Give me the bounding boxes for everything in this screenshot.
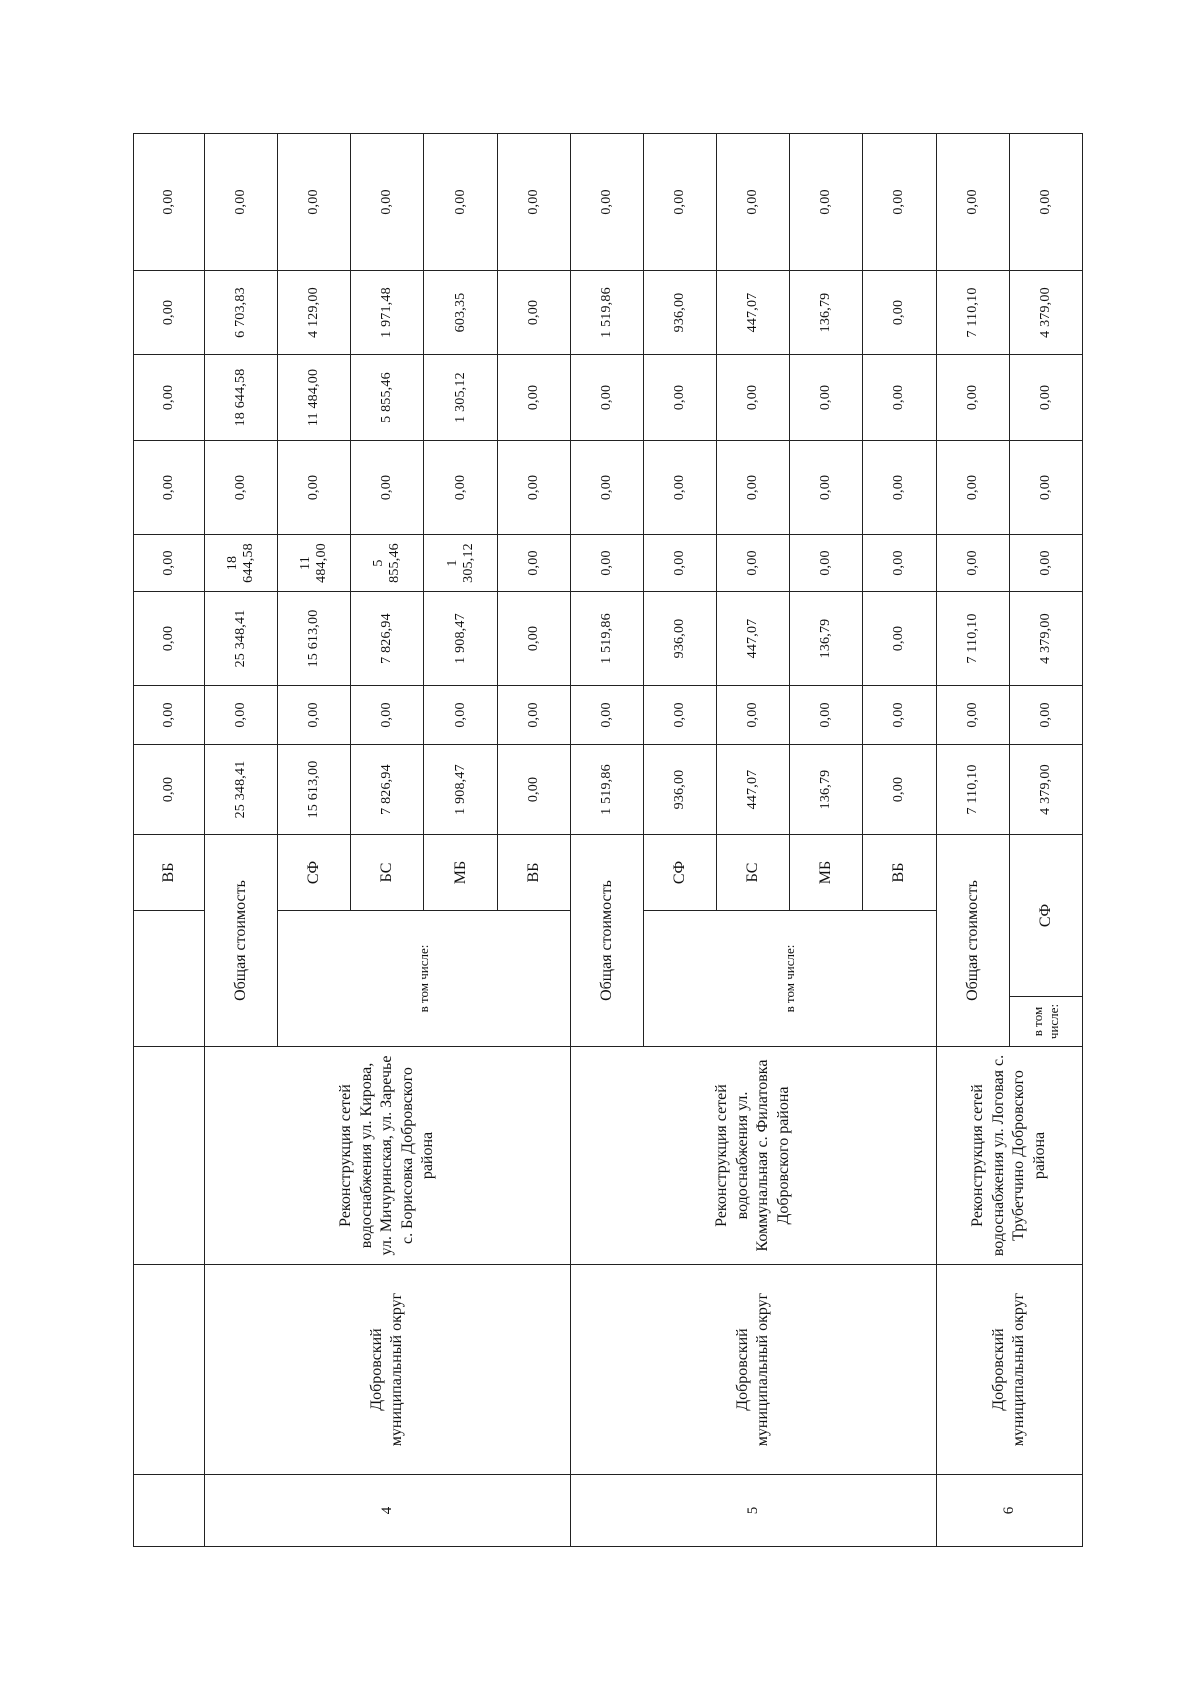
value-cell: 0,00 bbox=[936, 134, 1009, 271]
fund-cell: ВБ bbox=[497, 835, 570, 911]
value-cell: 5 855,46 bbox=[351, 355, 424, 441]
value-cell: 0,00 bbox=[278, 441, 351, 535]
value-cell: 7 110,10 bbox=[936, 271, 1009, 355]
project-name: Реконструкция сетей водоснабжения ул. Коммунальная с. Филатовка Добровского района bbox=[570, 1047, 936, 1265]
value-cell: 0,00 bbox=[1009, 686, 1082, 745]
value-cell: 4 379,00 bbox=[1009, 745, 1082, 835]
value-cell: 1 519,86 bbox=[570, 271, 643, 355]
index-cell bbox=[134, 1475, 205, 1547]
fund-cell: ВБ bbox=[863, 835, 936, 911]
value-cell: 1 519,86 bbox=[570, 745, 643, 835]
value-cell: 0,00 bbox=[570, 355, 643, 441]
value-cell: 0,00 bbox=[717, 355, 790, 441]
value-cell: 0,00 bbox=[790, 441, 863, 535]
value-cell: 0,00 bbox=[643, 355, 716, 441]
value-cell: 0,00 bbox=[424, 134, 497, 271]
fund-cell: БС bbox=[351, 835, 424, 911]
row-index: 5 bbox=[570, 1475, 936, 1547]
value-cell: 0,00 bbox=[424, 441, 497, 535]
value-cell: 11 484,00 bbox=[278, 535, 351, 592]
value-cell: 0,00 bbox=[497, 592, 570, 686]
value-cell: 4 379,00 bbox=[1009, 271, 1082, 355]
table-row bbox=[936, 134, 1009, 1547]
value-cell: 0,00 bbox=[497, 271, 570, 355]
value-cell: 0,00 bbox=[497, 441, 570, 535]
value-cell: 0,00 bbox=[570, 686, 643, 745]
value-cell: 25 348,41 bbox=[205, 592, 278, 686]
value-cell: 136,79 bbox=[790, 745, 863, 835]
value-cell: 25 348,41 bbox=[205, 745, 278, 835]
fund-cell: ВБ bbox=[134, 835, 205, 911]
value-cell: 0,00 bbox=[936, 441, 1009, 535]
value-cell: 0,00 bbox=[497, 686, 570, 745]
value-cell: 0,00 bbox=[643, 535, 716, 592]
fund-cell: МБ bbox=[790, 835, 863, 911]
value-cell: 447,07 bbox=[717, 592, 790, 686]
value-cell: 18 644,58 bbox=[205, 355, 278, 441]
project-name: Реконструкция сетей водоснабжения ул. Логовая с. Трубетчино Добровского района bbox=[936, 1047, 1082, 1265]
value-cell: 0,00 bbox=[205, 441, 278, 535]
value-cell: 1 971,48 bbox=[351, 271, 424, 355]
value-cell: 0,00 bbox=[790, 535, 863, 592]
value-cell: 136,79 bbox=[790, 271, 863, 355]
fund-cell: СФ bbox=[643, 835, 716, 911]
value-cell: 1 908,47 bbox=[424, 592, 497, 686]
value-cell: 0,00 bbox=[134, 134, 205, 271]
value-cell: 0,00 bbox=[351, 686, 424, 745]
value-cell: 0,00 bbox=[1009, 535, 1082, 592]
value-cell: 1 519,86 bbox=[570, 592, 643, 686]
value-cell: 0,00 bbox=[134, 686, 205, 745]
value-cell: 7 826,94 bbox=[351, 745, 424, 835]
value-cell: 0,00 bbox=[936, 686, 1009, 745]
value-cell: 0,00 bbox=[863, 134, 936, 271]
district-cell bbox=[134, 1265, 205, 1475]
budget-table bbox=[133, 133, 1083, 1547]
fund-cell: МБ bbox=[424, 835, 497, 911]
value-cell: 15 613,00 bbox=[278, 745, 351, 835]
value-cell: 1 305,12 bbox=[424, 355, 497, 441]
value-cell: 7 110,10 bbox=[936, 745, 1009, 835]
district-name: Добровский муниципальный округ bbox=[936, 1265, 1082, 1475]
table-row bbox=[570, 134, 643, 1547]
value-cell: 0,00 bbox=[134, 535, 205, 592]
row-index: 4 bbox=[205, 1475, 571, 1547]
value-cell: 7 826,94 bbox=[351, 592, 424, 686]
value-cell: 0,00 bbox=[205, 686, 278, 745]
value-cell: 0,00 bbox=[790, 686, 863, 745]
value-cell: 0,00 bbox=[643, 441, 716, 535]
value-cell: 0,00 bbox=[278, 134, 351, 271]
value-cell: 0,00 bbox=[497, 355, 570, 441]
value-cell: 603,35 bbox=[424, 271, 497, 355]
including-label: в том числе: bbox=[278, 911, 571, 1047]
project-cell bbox=[134, 1047, 205, 1265]
value-cell: 7 110,10 bbox=[936, 592, 1009, 686]
value-cell: 936,00 bbox=[643, 592, 716, 686]
total-cost-label: Общая стоимость bbox=[570, 835, 643, 1047]
value-cell: 4 379,00 bbox=[1009, 592, 1082, 686]
value-cell: 0,00 bbox=[863, 355, 936, 441]
value-cell: 136,79 bbox=[790, 592, 863, 686]
value-cell: 4 129,00 bbox=[278, 271, 351, 355]
value-cell: 0,00 bbox=[570, 535, 643, 592]
value-cell: 936,00 bbox=[643, 745, 716, 835]
value-cell: 0,00 bbox=[570, 441, 643, 535]
value-cell: 0,00 bbox=[134, 745, 205, 835]
value-cell: 0,00 bbox=[205, 134, 278, 271]
label-cell bbox=[134, 911, 205, 1047]
value-cell: 15 613,00 bbox=[278, 592, 351, 686]
value-cell: 0,00 bbox=[1009, 441, 1082, 535]
value-cell: 0,00 bbox=[1009, 134, 1082, 271]
fund-cell: БС bbox=[717, 835, 790, 911]
value-cell: 0,00 bbox=[936, 355, 1009, 441]
value-cell: 0,00 bbox=[278, 686, 351, 745]
value-cell: 0,00 bbox=[717, 686, 790, 745]
including-label: в том числе: bbox=[643, 911, 936, 1047]
value-cell: 0,00 bbox=[424, 686, 497, 745]
value-cell: 936,00 bbox=[643, 271, 716, 355]
value-cell: 0,00 bbox=[790, 355, 863, 441]
value-cell: 18 644,58 bbox=[205, 535, 278, 592]
fund-cell: СФ bbox=[1009, 835, 1082, 997]
value-cell: 0,00 bbox=[863, 592, 936, 686]
value-cell: 0,00 bbox=[717, 441, 790, 535]
value-cell: 0,00 bbox=[936, 535, 1009, 592]
value-cell: 11 484,00 bbox=[278, 355, 351, 441]
value-cell: 447,07 bbox=[717, 745, 790, 835]
value-cell: 0,00 bbox=[134, 355, 205, 441]
district-name: Добровский муниципальный округ bbox=[205, 1265, 571, 1475]
row-index: 6 bbox=[936, 1475, 1082, 1547]
value-cell: 0,00 bbox=[497, 745, 570, 835]
value-cell: 0,00 bbox=[863, 271, 936, 355]
value-cell: 0,00 bbox=[134, 592, 205, 686]
value-cell: 1 908,47 bbox=[424, 745, 497, 835]
total-cost-label: Общая стоимость bbox=[936, 835, 1009, 1047]
value-cell: 0,00 bbox=[863, 441, 936, 535]
value-cell: 0,00 bbox=[863, 535, 936, 592]
value-cell: 0,00 bbox=[570, 134, 643, 271]
value-cell: 0,00 bbox=[790, 134, 863, 271]
including-label: в том числе: bbox=[1009, 997, 1082, 1047]
value-cell: 0,00 bbox=[643, 686, 716, 745]
value-cell: 0,00 bbox=[717, 535, 790, 592]
value-cell: 0,00 bbox=[134, 271, 205, 355]
value-cell: 0,00 bbox=[863, 745, 936, 835]
value-cell: 1 305,12 bbox=[424, 535, 497, 592]
value-cell: 447,07 bbox=[717, 271, 790, 355]
value-cell: 0,00 bbox=[643, 134, 716, 271]
value-cell: 6 703,83 bbox=[205, 271, 278, 355]
value-cell: 0,00 bbox=[351, 441, 424, 535]
fund-cell: СФ bbox=[278, 835, 351, 911]
value-cell: 0,00 bbox=[863, 686, 936, 745]
table-row bbox=[134, 134, 205, 1547]
value-cell: 0,00 bbox=[134, 441, 205, 535]
value-cell: 0,00 bbox=[1009, 355, 1082, 441]
value-cell: 0,00 bbox=[717, 134, 790, 271]
total-cost-label: Общая стоимость bbox=[205, 835, 278, 1047]
table-row bbox=[205, 134, 278, 1547]
district-name: Добровский муниципальный округ bbox=[570, 1265, 936, 1475]
value-cell: 0,00 bbox=[497, 134, 570, 271]
value-cell: 5 855,46 bbox=[351, 535, 424, 592]
value-cell: 0,00 bbox=[497, 535, 570, 592]
rotated-table-container bbox=[133, 134, 1083, 1547]
project-name: Реконструкция сетей водоснабжения ул. Кирова, ул. Мичуринская, ул. Заречье с. Борисовка Добровского района bbox=[205, 1047, 571, 1265]
value-cell: 0,00 bbox=[351, 134, 424, 271]
